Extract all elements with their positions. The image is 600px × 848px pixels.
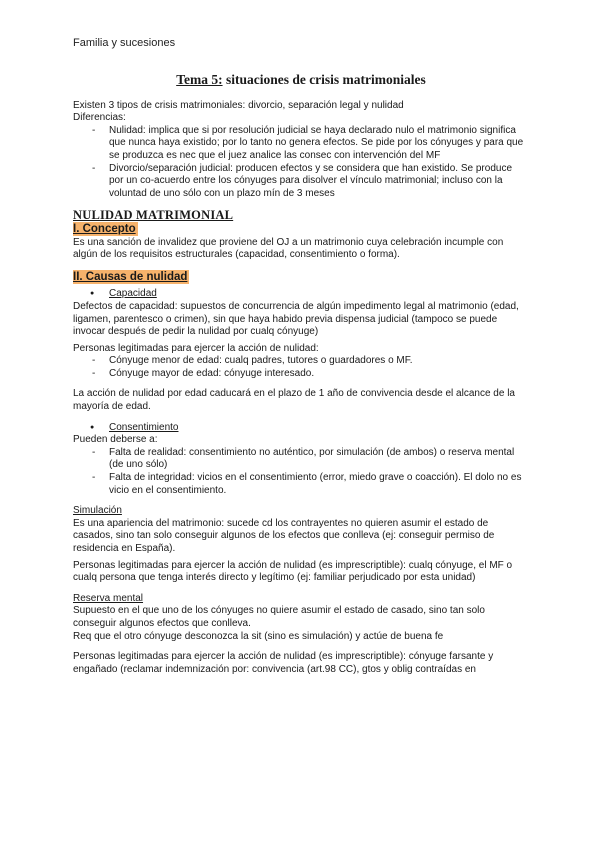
nulidad-heading: NULIDAD MATRIMONIAL <box>73 208 234 223</box>
reserva-title: Reserva mental <box>73 592 144 604</box>
list-item: - Falta de integridad: vicios en el consentimiento (error, miedo grave o coacción). El dolo no es vicio en el consentimiento. <box>73 472 529 497</box>
capacidad-legit-list <box>73 355 529 380</box>
title-text: situaciones de crisis matrimoniales <box>222 72 426 87</box>
simulacion-legit: Personas legitimadas para ejercer la acción de nulidad (es imprescriptible): cualq cónyuge, el MF o cualq persona que tenga interés directo y legítimo (ej: familiar perjudicado por esta unidad) <box>73 559 513 584</box>
list-item: - Falta de realidad: consentimiento no auténtico, por simulación (de ambos) o reserva mental (de uno sólo) <box>73 447 529 472</box>
capacidad-legit-intro: Personas legitimadas para ejercer la acción de nulidad: <box>73 342 319 354</box>
consentimiento-intro: Pueden deberse a: <box>73 434 158 446</box>
consentimiento-label: Consentimiento <box>109 421 179 433</box>
capacidad-label: Capacidad <box>109 288 157 300</box>
capacidad-text: Defectos de capacidad: supuestos de concurrencia de algún impedimento legal al matrimonio (edad, ligamen, parentesco o crimen), sin que haya habido previa dispensa judicial (tampoco se puede invocar después de pedir la nulidad por cualq cónyuge) <box>73 300 519 338</box>
capacidad-caducidad: La acción de nulidad por edad caducará en el plazo de 1 año de convivencia desde el alcance de la mayoría de edad. <box>73 388 515 413</box>
list-item: - Divorcio/separación judicial: producen efectos y se considera que han existido. Se produce por un co-acuerdo entre los cónyuges para disolver el vínculo matrimonial; incluso con la voluntad de uno sólo con un plazo mín de 3 meses <box>73 163 529 201</box>
simulacion-title: Simulación <box>73 505 122 517</box>
document-body <box>73 74 529 676</box>
reserva-legit: Personas legitimadas para ejercer la acción de nulidad (es imprescriptible): cónyuge farsante y engañado (reclamar indemnización por: convivencia (art.98 CC), gtos y oblig contraídas en <box>73 651 494 675</box>
diferencias-list <box>73 125 529 201</box>
reserva-req: Req que el otro cónyuge desconozca la sit (sino es simulación) y actúe de buena fe <box>73 630 444 642</box>
document-title <box>73 74 529 87</box>
list-item: - Nulidad: implica que si por resolución judicial se haya declarado nulo el matrimonio significa que nunca haya existido; por lo tanto no genera efectos. Se pide por los cónyuges y para que se produzca es nec que el juez analice las consec con intervención del MF <box>73 125 529 163</box>
intro-line: Existen 3 tipos de crisis matrimoniales: divorcio, separación legal y nulidad <box>73 99 404 111</box>
title-prefix: Tema 5: <box>176 72 223 87</box>
concepto-text: Es una sanción de invalidez que proviene del OJ a un matrimonio cuya celebración incumple con algún de los requisitos estructurales (capacidad, consentimiento o forma). <box>73 236 504 261</box>
consentimiento-list <box>73 447 529 497</box>
simulacion-text: Es una apariencia del matrimonio: sucede cd los contrayentes no quieren asumir el estado de casados, sino tan solo conseguir algunos de los efectos que conlleva (ej: conseguir permiso de residencia en España). <box>73 517 495 554</box>
consentimiento-bullet <box>73 422 529 435</box>
list-item: - Cónyuge menor de edad: cualq padres, tutores o guardadores o MF. <box>73 355 529 368</box>
intro-diferencias: Diferencias: <box>73 112 126 124</box>
page-header: Familia y sucesiones <box>73 37 176 49</box>
causas-title: II. Causas de nulidad <box>73 270 188 283</box>
list-item: - Cónyuge mayor de edad: cónyuge interesado. <box>73 368 529 381</box>
reserva-text: Supuesto en el que uno de los cónyuges no quiere asumir el estado de casado, sino tan solo conseguir algunos efectos que conlleva. <box>73 605 485 629</box>
concepto-title: I. Concepto <box>73 222 136 235</box>
capacidad-bullet <box>73 288 529 301</box>
